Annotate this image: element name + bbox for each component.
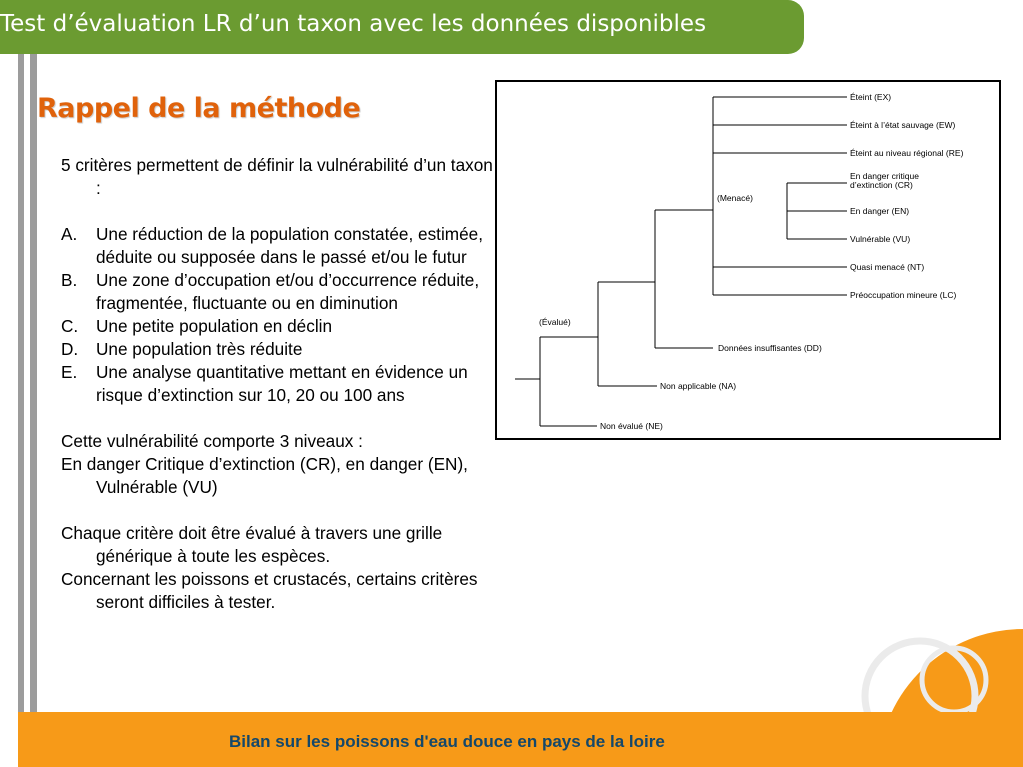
criterion-c — [61, 315, 501, 338]
category-re: Éteint au niveau régional (RE) — [850, 148, 964, 158]
branch-evalue-label: (Évalué) — [539, 317, 571, 327]
criterion-letter: B. — [61, 270, 78, 290]
criterion-text: Une réduction de la population constatée, estimée, déduite ou supposée dans le passé et/ou le futur — [96, 224, 483, 267]
intro-text: 5 critères permettent de définir la vulnérabilité d’un taxon : — [61, 155, 493, 198]
category-dd: Données insuffisantes (DD) — [718, 343, 822, 353]
tree-lines — [515, 97, 847, 426]
left-stripe-2 — [30, 0, 37, 767]
category-vu: Vulnérable (VU) — [850, 234, 911, 244]
criterion-text: Une analyse quantitative mettant en évidence un risque d’extinction sur 10, 20 ou 100 ans — [96, 362, 468, 405]
note-fish: Concernant les poissons et crustacés, certains critères seront difficiles à tester. — [61, 569, 478, 612]
criterion-text: Une zone d’occupation et/ou d’occurrence réduite, fragmentée, fluctuante ou en diminution — [96, 270, 480, 313]
criterion-text: Une petite population en déclin — [96, 316, 333, 336]
categories-diagram — [495, 80, 1001, 440]
criterion-text: Une population très réduite — [96, 339, 303, 359]
levels-detail: En danger Critique d’extinction (CR), en danger (EN), Vulnérable (VU) — [61, 454, 468, 497]
note-grid: Chaque critère doit être évalué à travers une grille générique à toute les espèces. — [61, 523, 443, 566]
body-text — [61, 154, 501, 614]
criterion-letter: C. — [61, 316, 79, 336]
criterion-b — [61, 269, 501, 315]
criterion-letter: D. — [61, 339, 79, 359]
criterion-e — [61, 361, 501, 407]
category-en: En danger (EN) — [850, 206, 910, 216]
category-ne: Non évalué (NE) — [600, 421, 663, 431]
category-na: Non applicable (NA) — [660, 381, 737, 391]
category-lc: Préoccupation mineure (LC) — [850, 290, 957, 300]
category-ew: Éteint à l’état sauvage (EW) — [850, 120, 956, 130]
criterion-a — [61, 223, 501, 269]
category-cr-line1: En danger critique — [850, 171, 919, 181]
criterion-letter: E. — [61, 362, 78, 382]
category-cr-line2: d’extinction (CR) — [850, 180, 913, 190]
slide-title: Test d’évaluation LR d’un taxon avec les données disponibles — [0, 11, 707, 37]
left-stripe-1 — [18, 0, 24, 767]
branch-menace-label: (Menacé) — [717, 193, 753, 203]
footer-text: Bilan sur les poissons d'eau douce en pays de la loire — [229, 732, 665, 751]
section-heading: Rappel de la méthode — [37, 93, 361, 124]
category-nt: Quasi menacé (NT) — [850, 262, 925, 272]
criterion-letter: A. — [61, 224, 78, 244]
category-ex: Éteint (EX) — [850, 92, 892, 102]
levels-intro: Cette vulnérabilité comporte 3 niveaux : — [61, 431, 363, 451]
category-tree — [497, 82, 999, 438]
criterion-d — [61, 338, 501, 361]
